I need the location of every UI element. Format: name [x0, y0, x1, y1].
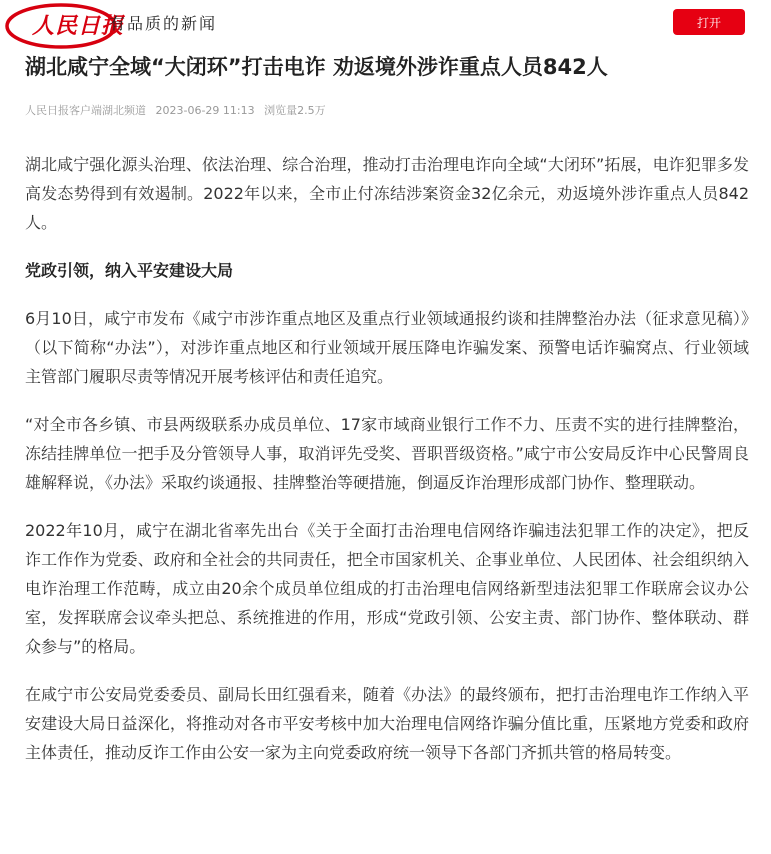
article-title: 湖北咸宁全域“大闭环”打击电诈 劝返境外涉诈重点人员842人 — [25, 55, 608, 79]
paragraph: 6月10日，咸宁市发布《咸宁市涉诈重点地区及重点行业领域通报约谈和挂牌整治办法（征求意见稿）》（以下简称“办法”），对涉诈重点地区和行业领域开展压降电诈骗发案、预警电话诈骗窝点、行业领域主管部门履职尽责等情况开展考核评估和责任追究。 — [25, 309, 749, 386]
article-views: 浏览量2.5万 — [264, 104, 326, 117]
slogan: 有品质的新闻 — [109, 14, 218, 33]
section-heading: 党政引领，纳入平安建设大局 — [25, 261, 234, 280]
paragraph: 湖北咸宁强化源头治理、依法治理、综合治理，推动打击治理电诈向全域“大闭环”拓展，电诈犯罪多发高发态势得到有效遏制。2022年以来，全市止付冻结涉案资金32亿余元，劝返境外涉诈重点人员842人。 — [25, 155, 749, 232]
article-body — [25, 150, 749, 786]
article-meta — [25, 102, 332, 118]
article-source[interactable]: 人民日报客户端湖北频道 — [25, 104, 146, 117]
logo-text: 人民日报 — [32, 13, 125, 39]
article-date: 2023-06-29 11:13 — [155, 104, 255, 117]
paragraph: 在咸宁市公安局党委委员、副局长田红强看来，随着《办法》的最终颁布，把打击治理电诈工作纳入平安建设大局日益深化，将推动对各市平安考核中加大治理电信网络诈骗分值比重，压紧地方党委和政府主体责任，推动反诈工作由公安一家为主向党委政府统一领导下各部门齐抓共管的格局转变。 — [25, 685, 749, 762]
paragraph: 2022年10月，咸宁在湖北省率先出台《关于全面打击治理电信网络诈骗违法犯罪工作的决定》，把反诈工作作为党委、政府和全社会的共同责任，把全市国家机关、企事业单位、人民团体、社会组织纳入电诈治理工作范畴，成立由20余个成员单位组成的打击治理电信网络新型违法犯罪工作联席会议办公室，发挥联席会议牵头把总、系统推进的作用，形成“党政引领、公安主责、部门协作、整体联动、群众参与”的格局。 — [25, 521, 749, 656]
paragraph: “对全市各乡镇、市县两级联系办成员单位、17家市域商业银行工作不力、压责不实的进行挂牌整治，冻结挂牌单位一把手及分管领导人事，取消评先受奖、晋职晋级资格。”咸宁市公安局反诈中心民警周良雄解释说，《办法》采取约谈通报、挂牌整治等硬措施，倒逼反诈治理形成部门协作、整理联动。 — [25, 415, 749, 492]
top-bar — [0, 0, 771, 46]
logo[interactable] — [4, 2, 125, 50]
open-app-button[interactable]: 打开 — [673, 9, 745, 35]
